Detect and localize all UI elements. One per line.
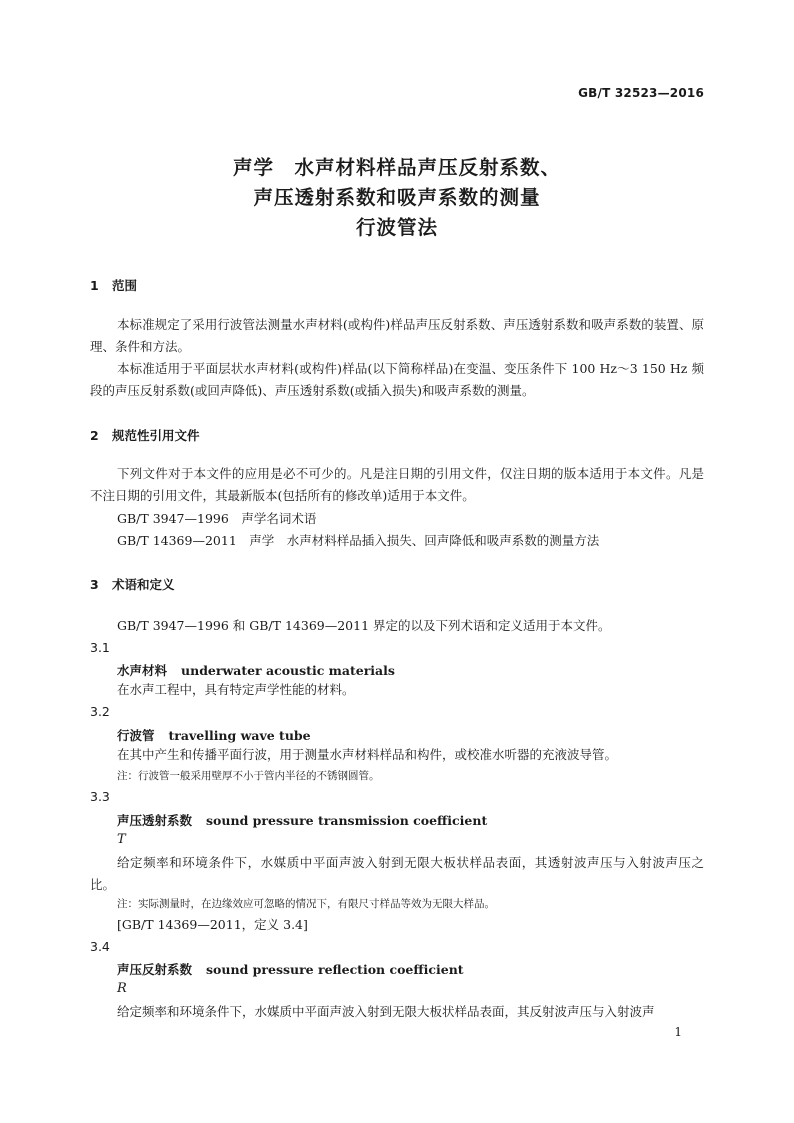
term-chinese: 声压透射系数 [117, 813, 193, 828]
term-3-4-definition: 给定频率和环境条件下，水媒质中平面声波入射到无限大板状样品表面，其反射波声压与入射波声 [117, 1004, 655, 1019]
document-title-line-3: 行波管法 [355, 216, 438, 239]
term-chinese: 声压反射系数 [117, 962, 193, 977]
clause-number-3-1: 3.1 [90, 640, 110, 655]
term-chinese: 行波管 [117, 728, 155, 743]
term-3-3-definition: 给定频率和环境条件下，水媒质中平面声波入射到无限大板状样品表面，其透射波声压与入射波声压之比。 [90, 855, 704, 892]
clause-number-3-3: 3.3 [90, 789, 110, 804]
term-english: underwater acoustic materials [181, 663, 395, 678]
term-english: sound pressure reflection coefficient [206, 962, 464, 977]
standard-code-header: GB/T 32523—2016 [578, 86, 704, 100]
section-2-paragraph-1: 下列文件对于本文件的应用是必不可少的。凡是注日期的引用文件，仅注日期的版本适用于本文件。凡是不注日期的引用文件，其最新版本(包括所有的修改单)适用于本文件。 [90, 466, 704, 503]
term-3-1-definition: 在水声工程中，具有特定声学性能的材料。 [117, 682, 355, 697]
section-1-paragraph-1: 本标准规定了采用行波管法测量水声材料(或构件)样品声压反射系数、声压透射系数和吸声系数的装置、原理、条件和方法。 [90, 317, 704, 354]
term-3-2-definition: 在其中产生和传播平面行波，用于测量水声材料样品和构件，或校准水听器的充液波导管。 [117, 747, 618, 762]
section-number: 2 [90, 428, 99, 443]
normative-reference-2: GB/T 14369—2011 声学 水声材料样品插入损失、回声降低和吸声系数的测量方法 [117, 533, 600, 548]
section-3-heading [90, 575, 175, 593]
document-title-line-1: 声学 水声材料样品声压反射系数、 [232, 156, 561, 179]
term-3-4-symbol: R [117, 981, 127, 996]
section-title: 范围 [112, 278, 138, 293]
normative-reference-1: GB/T 3947—1996 声学名词术语 [117, 511, 317, 526]
term-chinese: 水声材料 [117, 663, 168, 678]
term-3-3-note: 注：实际测量时，在边缘效应可忽略的情况下，有限尺寸样品等效为无限大样品。 [117, 898, 495, 910]
term-3-2-note: 注：行波管一般采用壁厚不小于管内半径的不锈钢圆管。 [117, 770, 380, 782]
page-number: 1 [674, 1025, 682, 1039]
section-title: 规范性引用文件 [112, 428, 200, 443]
section-title: 术语和定义 [112, 577, 175, 592]
term-3-1 [117, 661, 395, 679]
clause-number-3-2: 3.2 [90, 704, 110, 719]
section-number: 3 [90, 577, 99, 592]
section-number: 1 [90, 278, 99, 293]
section-2-heading [90, 426, 200, 444]
term-english: travelling wave tube [168, 728, 311, 743]
term-3-3 [117, 811, 487, 829]
clause-number-3-4: 3.4 [90, 939, 110, 954]
document-title-line-2: 声压透射系数和吸声系数的测量 [253, 186, 541, 209]
term-3-3-symbol: T [117, 832, 126, 847]
term-3-4 [117, 960, 464, 978]
term-3-2 [117, 726, 311, 744]
section-1-heading [90, 276, 137, 294]
term-3-3-source: [GB/T 14369—2011，定义 3.4] [117, 917, 308, 932]
section-3-intro: GB/T 3947—1996 和 GB/T 14369—2011 界定的以及下列术语和定义适用于本文件。 [117, 618, 611, 633]
term-english: sound pressure transmission coefficient [206, 813, 488, 828]
section-1-paragraph-2: 本标准适用于平面层状水声材料(或构件)样品(以下简称样品)在变温、变压条件下 100 Hz～3 150 Hz 频段的声压反射系数(或回声降低)、声压透射系数(或插入损失)和吸声系数的测量。 [90, 361, 704, 398]
